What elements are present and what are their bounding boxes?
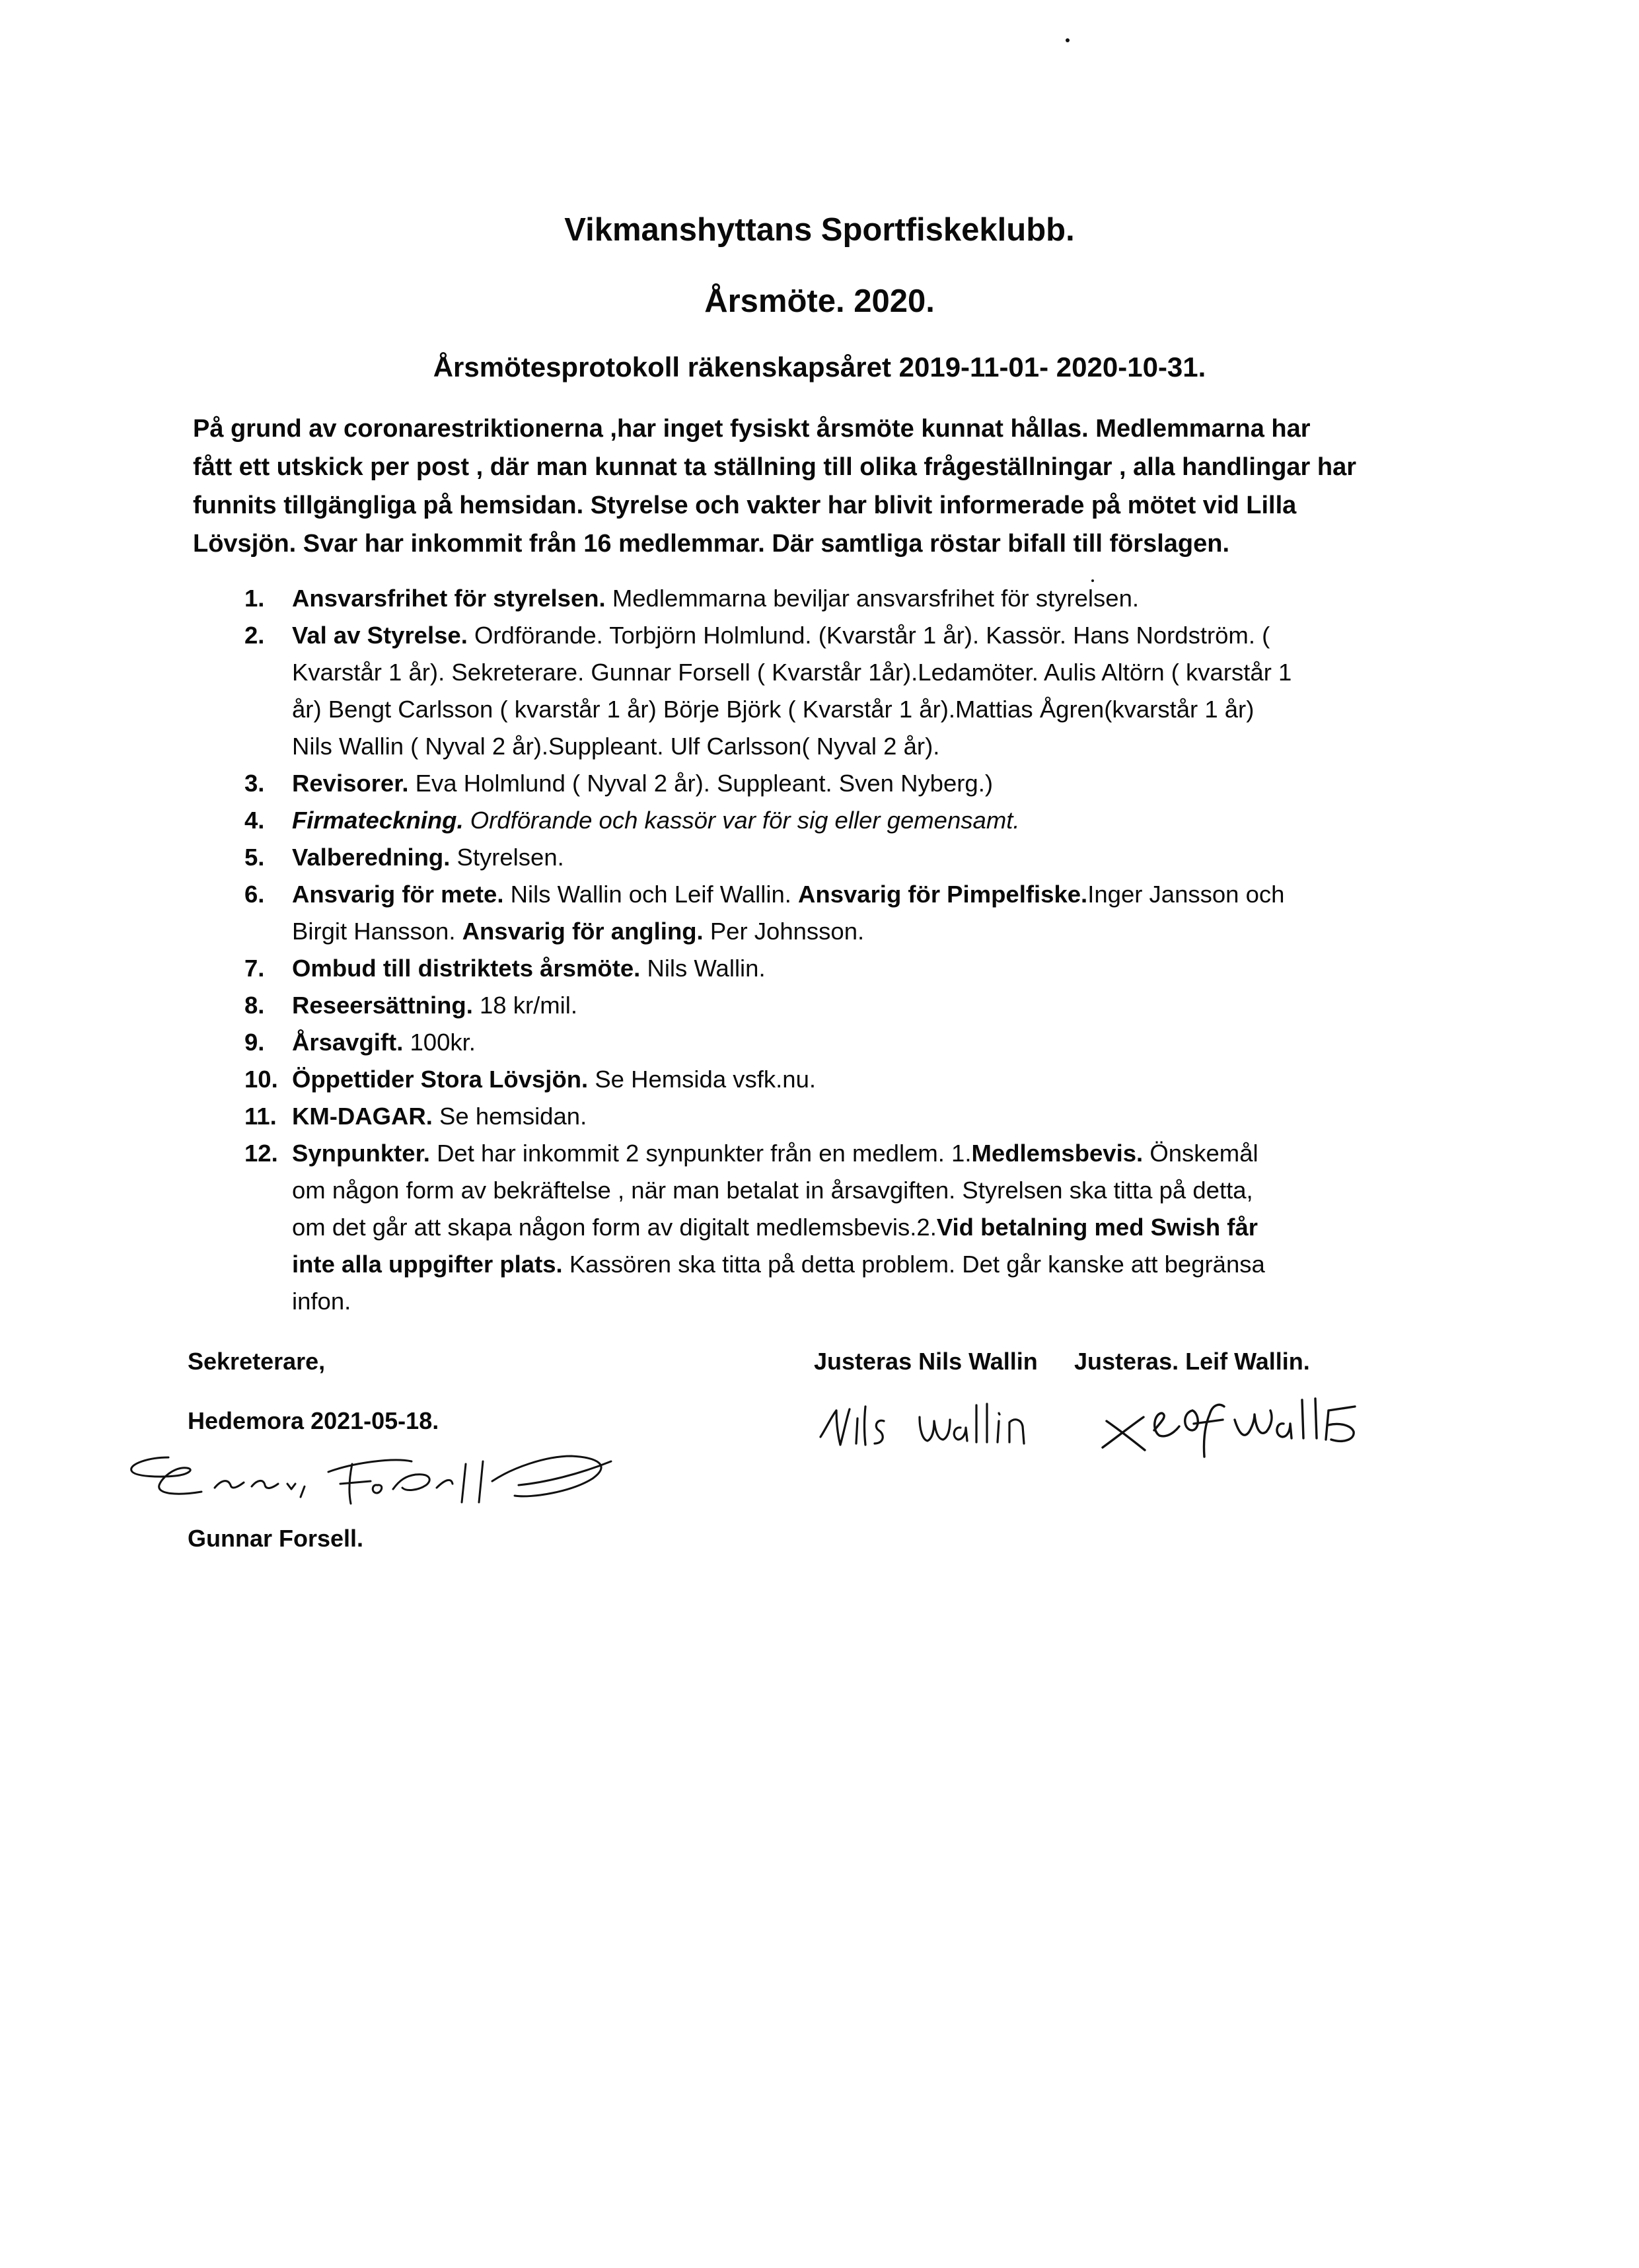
list-item bbox=[244, 876, 1387, 950]
list-item bbox=[244, 950, 1387, 987]
item-heading: Val av Styrelse. bbox=[292, 622, 468, 649]
item-number: 11. bbox=[244, 1103, 277, 1130]
item-text: Se hemsidan. bbox=[432, 1103, 587, 1130]
item-number: 3. bbox=[244, 770, 265, 797]
item-number: 12. bbox=[244, 1140, 278, 1167]
item-text: Birgit Hansson. bbox=[292, 918, 462, 945]
club-name: Vikmanshyttans Sportfiskeklubb. bbox=[564, 212, 1075, 248]
item-heading: inte alla uppgifter plats. bbox=[292, 1251, 563, 1278]
place-date: Hedemora 2021-05-18. bbox=[188, 1407, 439, 1434]
signature-nils-wallin bbox=[814, 1391, 1038, 1463]
item-text: Nils Wallin och Leif Wallin. bbox=[503, 881, 799, 908]
item-text: 18 kr/mil. bbox=[472, 992, 578, 1019]
item-text: om det går att skapa någon form av digitalt medlemsbevis.2. bbox=[292, 1214, 937, 1241]
item-text: om någon form av bekräftelse , när man betalat in årsavgiften. Styrelsen ska titta på detta, bbox=[292, 1177, 1253, 1204]
decision-list bbox=[244, 580, 1387, 1320]
item-text: Ordförande. Torbjörn Holmlund. (Kvarstår 1 år). Kassör. Hans Nordström. ( bbox=[467, 622, 1270, 649]
item-text: Nils Wallin. bbox=[640, 955, 766, 982]
item-heading: Ansvarig för Pimpelfiske. bbox=[798, 881, 1088, 908]
list-item bbox=[244, 1024, 1387, 1061]
item-text: Kvarstår 1 år). Sekreterare. Gunnar Forsell ( Kvarstår 1år).Ledamöter. Aulis Altörn ( kvarstår 1 bbox=[292, 659, 1292, 686]
item-heading: Valberedning. bbox=[292, 844, 451, 871]
list-item bbox=[244, 580, 1387, 617]
item-number: 2. bbox=[244, 622, 265, 649]
scan-speck bbox=[1066, 38, 1070, 42]
item-number: 7. bbox=[244, 955, 265, 982]
item-number: 10. bbox=[244, 1066, 278, 1093]
item-heading: Ansvarig för angling. bbox=[462, 918, 704, 945]
item-number: 6. bbox=[244, 881, 265, 908]
item-heading: Ombud till distriktets årsmöte. bbox=[292, 955, 641, 982]
secretary-name: Gunnar Forsell. bbox=[188, 1525, 364, 1552]
item-heading: Reseersättning. bbox=[292, 992, 473, 1019]
item-text: Eva Holmlund ( Nyval 2 år). Suppleant. Sven Nyberg.) bbox=[408, 770, 994, 797]
item-heading: Revisorer. bbox=[292, 770, 409, 797]
item-heading: Synpunkter. bbox=[292, 1140, 430, 1167]
item-text: Nils Wallin ( Nyval 2 år).Suppleant. Ulf Carlsson( Nyval 2 år). bbox=[292, 733, 940, 760]
secretary-label: Sekreterare, bbox=[188, 1348, 326, 1375]
item-number: 9. bbox=[244, 1029, 265, 1056]
intro-line: fått ett utskick per post , där man kunnat ta ställning till olika frågeställningar , alla handlingar har bbox=[193, 453, 1357, 481]
item-text: Kassören ska titta på detta problem. Det går kanske att begränsa bbox=[562, 1251, 1265, 1278]
intro-paragraph bbox=[193, 410, 1375, 563]
item-heading: Firmateckning. bbox=[292, 807, 464, 834]
item-heading: KM-DAGAR. bbox=[292, 1103, 433, 1130]
item-heading: Öppettider Stora Lövsjön. bbox=[292, 1066, 589, 1093]
item-text: infon. bbox=[292, 1288, 351, 1315]
item-heading: Medlemsbevis. bbox=[971, 1140, 1144, 1167]
list-item bbox=[244, 802, 1387, 839]
item-text: Inger Jansson och bbox=[1087, 881, 1285, 908]
item-heading: Ansvarig för mete. bbox=[292, 881, 504, 908]
item-text: 100kr. bbox=[403, 1029, 476, 1056]
justeras-nils: Justeras Nils Wallin bbox=[814, 1348, 1038, 1375]
intro-line: På grund av coronarestriktionerna ,har inget fysiskt årsmöte kunnat hållas. Medlemmarna har bbox=[193, 415, 1311, 443]
item-number: 5. bbox=[244, 844, 265, 871]
list-item bbox=[244, 1135, 1387, 1320]
item-text: Per Johnsson. bbox=[703, 918, 865, 945]
intro-line: funnits tillgängliga på hemsidan. Styrelse och vakter har blivit informerade på mötet vid Lilla bbox=[193, 492, 1297, 519]
item-text: Medlemmarna beviljar ansvarsfrihet för styrelsen. bbox=[605, 585, 1140, 612]
signature-gunnar-forsell bbox=[122, 1448, 637, 1508]
meeting-title: Årsmöte. 2020. bbox=[704, 283, 935, 319]
item-number: 4. bbox=[244, 807, 265, 834]
list-item bbox=[244, 1098, 1387, 1135]
item-text: Ordförande och kassör var för sig eller gemensamt. bbox=[463, 807, 1020, 834]
item-number: 1. bbox=[244, 585, 265, 612]
protocol-title: Årsmötesprotokoll räkenskapsåret 2019-11-01- 2020-10-31. bbox=[433, 351, 1206, 383]
item-heading: Årsavgift. bbox=[292, 1029, 404, 1056]
list-item bbox=[244, 765, 1387, 802]
justeras-leif: Justeras. Leif Wallin. bbox=[1074, 1348, 1310, 1375]
list-item bbox=[244, 617, 1387, 765]
signature-leif-wallin bbox=[1093, 1384, 1384, 1467]
item-text: Se Hemsida vsfk.nu. bbox=[588, 1066, 817, 1093]
item-text: Styrelsen. bbox=[450, 844, 564, 871]
list-item bbox=[244, 1061, 1387, 1098]
list-item bbox=[244, 987, 1387, 1024]
item-text: år) Bengt Carlsson ( kvarstår 1 år) Börje Björk ( Kvarstår 1 år).Mattias Ågren(kvarstår 1 år) bbox=[292, 696, 1255, 723]
item-text: Det har inkommit 2 synpunkter från en medlem. 1. bbox=[429, 1140, 972, 1167]
item-heading: Ansvarsfrihet för styrelsen. bbox=[292, 585, 606, 612]
intro-line: Lövsjön. Svar har inkommit från 16 medlemmar. Där samtliga röstar bifall till förslagen. bbox=[193, 530, 1230, 558]
item-text: Önskemål bbox=[1143, 1140, 1258, 1167]
item-number: 8. bbox=[244, 992, 265, 1019]
list-item bbox=[244, 839, 1387, 876]
item-heading: Vid betalning med Swish får bbox=[936, 1214, 1258, 1241]
